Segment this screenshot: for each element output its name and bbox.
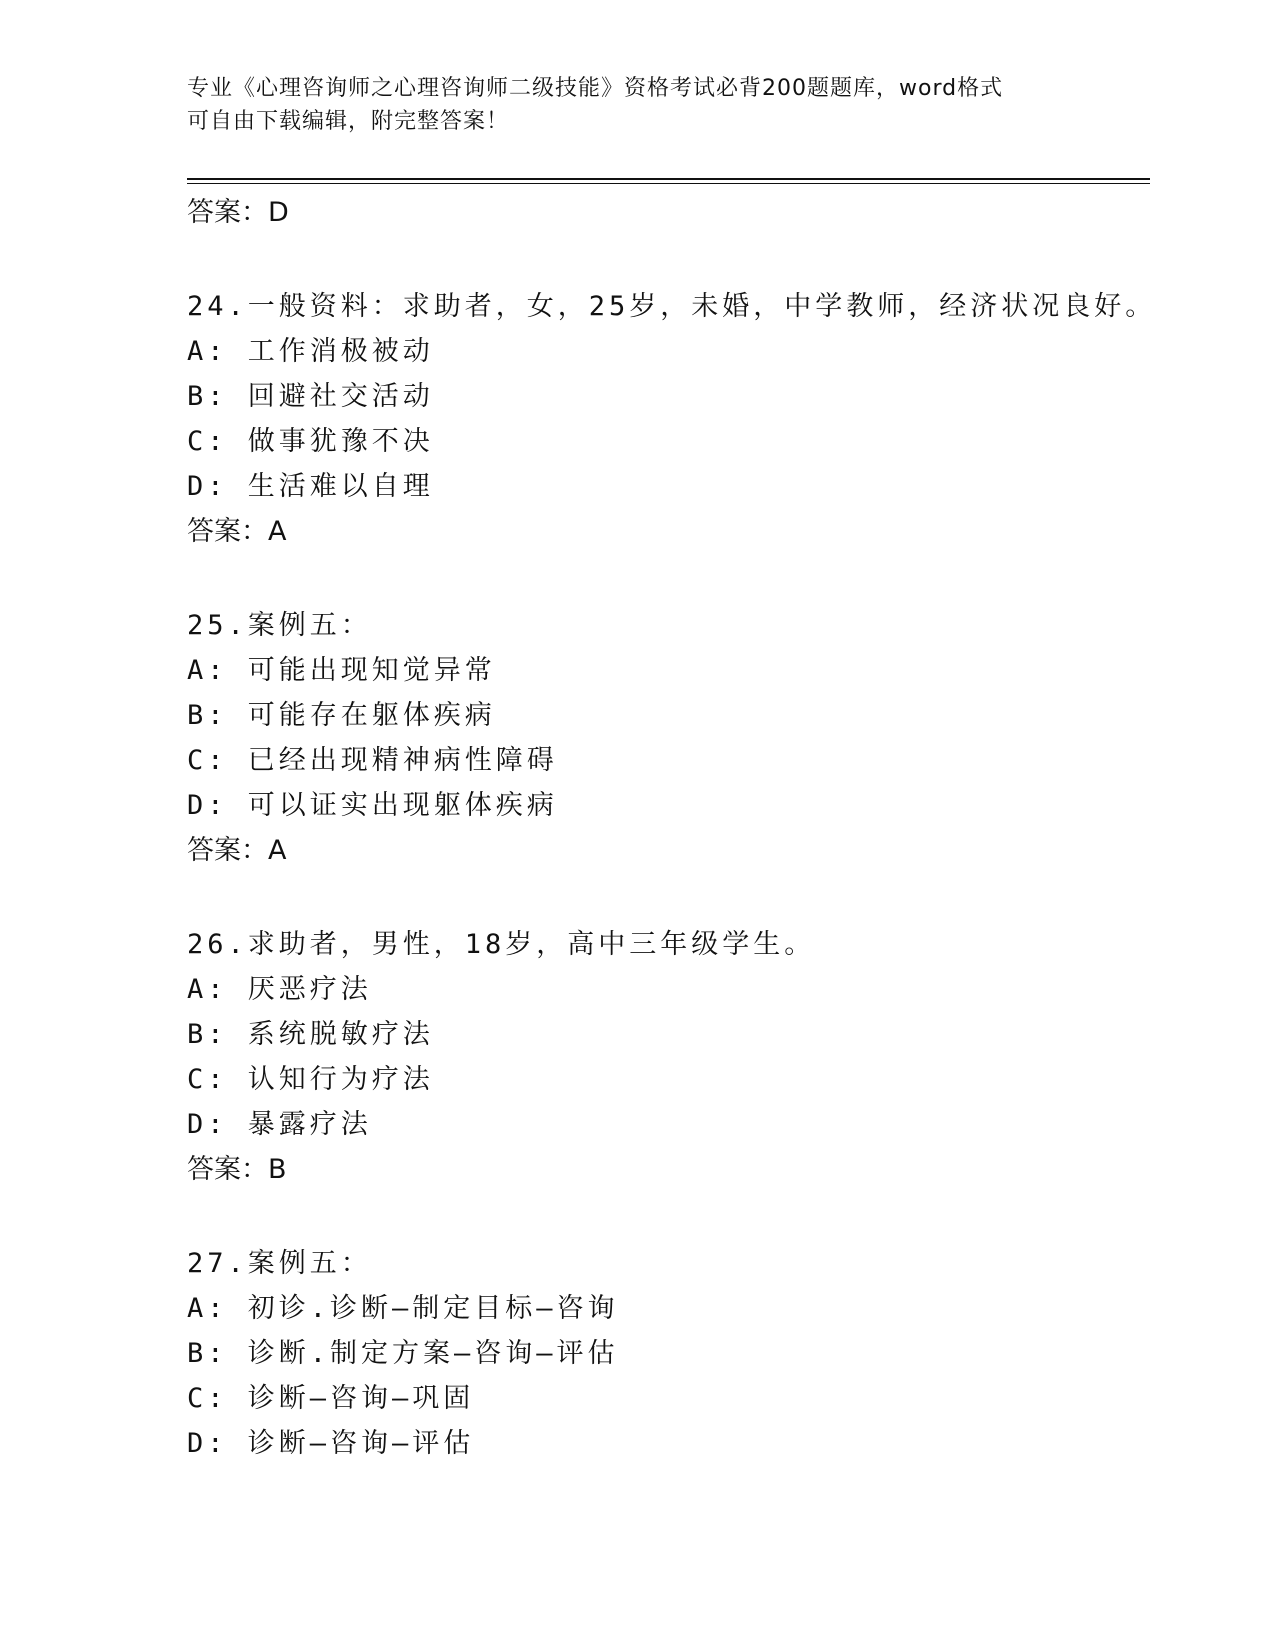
option-a: A: 可能出现知觉异常 (187, 655, 496, 686)
header-rule-thin (187, 183, 1150, 184)
answer-line: 答案：A (187, 835, 287, 866)
option-d: D: 可以证实出现躯体疾病 (187, 790, 558, 821)
header-rule-thick (187, 178, 1150, 180)
spacer (187, 873, 1147, 922)
spacer (187, 235, 1147, 284)
question-stem: 26.求助者，男性，18岁，高中三年级学生。 (187, 929, 816, 960)
option-b: B: 诊断.制定方案—咨询—评估 (187, 1338, 619, 1369)
option-c: C: 做事犹豫不决 (187, 426, 434, 457)
option-c: C: 诊断—咨询—巩固 (187, 1383, 475, 1414)
question-stem: 25.案例五： (187, 610, 372, 641)
option-d: D: 暴露疗法 (187, 1109, 372, 1140)
question-25 (187, 603, 1147, 873)
option-a: A: 工作消极被动 (187, 336, 434, 367)
option-b: B: 系统脱敏疗法 (187, 1019, 434, 1050)
question-26 (187, 922, 1147, 1192)
header-line-1: 专业《心理咨询师之心理咨询师二级技能》资格考试必背200题题库，word格式 (187, 76, 1004, 101)
question-list (187, 190, 1157, 1466)
question-stem: 24.一般资料：求助者，女，25岁，未婚，中学教师，经济状况良好。 (187, 291, 1157, 322)
spacer (187, 1192, 1147, 1241)
answer-23: 答案：D (187, 197, 289, 228)
option-b: B: 回避社交活动 (187, 381, 434, 412)
option-c: C: 认知行为疗法 (187, 1064, 434, 1095)
question-stem: 27.案例五： (187, 1248, 372, 1279)
option-b: B: 可能存在躯体疾病 (187, 700, 496, 731)
spacer (187, 554, 1147, 603)
option-a: A: 厌恶疗法 (187, 974, 372, 1005)
question-24 (187, 284, 1157, 554)
answer-line: 答案：B (187, 1154, 287, 1185)
page-header (187, 72, 1087, 138)
answer-line: 答案：A (187, 516, 287, 547)
option-d: D: 诊断—咨询—评估 (187, 1428, 475, 1459)
header-line-2: 可自由下载编辑，附完整答案！ (187, 109, 510, 134)
option-a: A: 初诊.诊断—制定目标—咨询 (187, 1293, 619, 1324)
option-c: C: 已经出现精神病性障碍 (187, 745, 558, 776)
question-27 (187, 1241, 1147, 1466)
option-d: D: 生活难以自理 (187, 471, 434, 502)
